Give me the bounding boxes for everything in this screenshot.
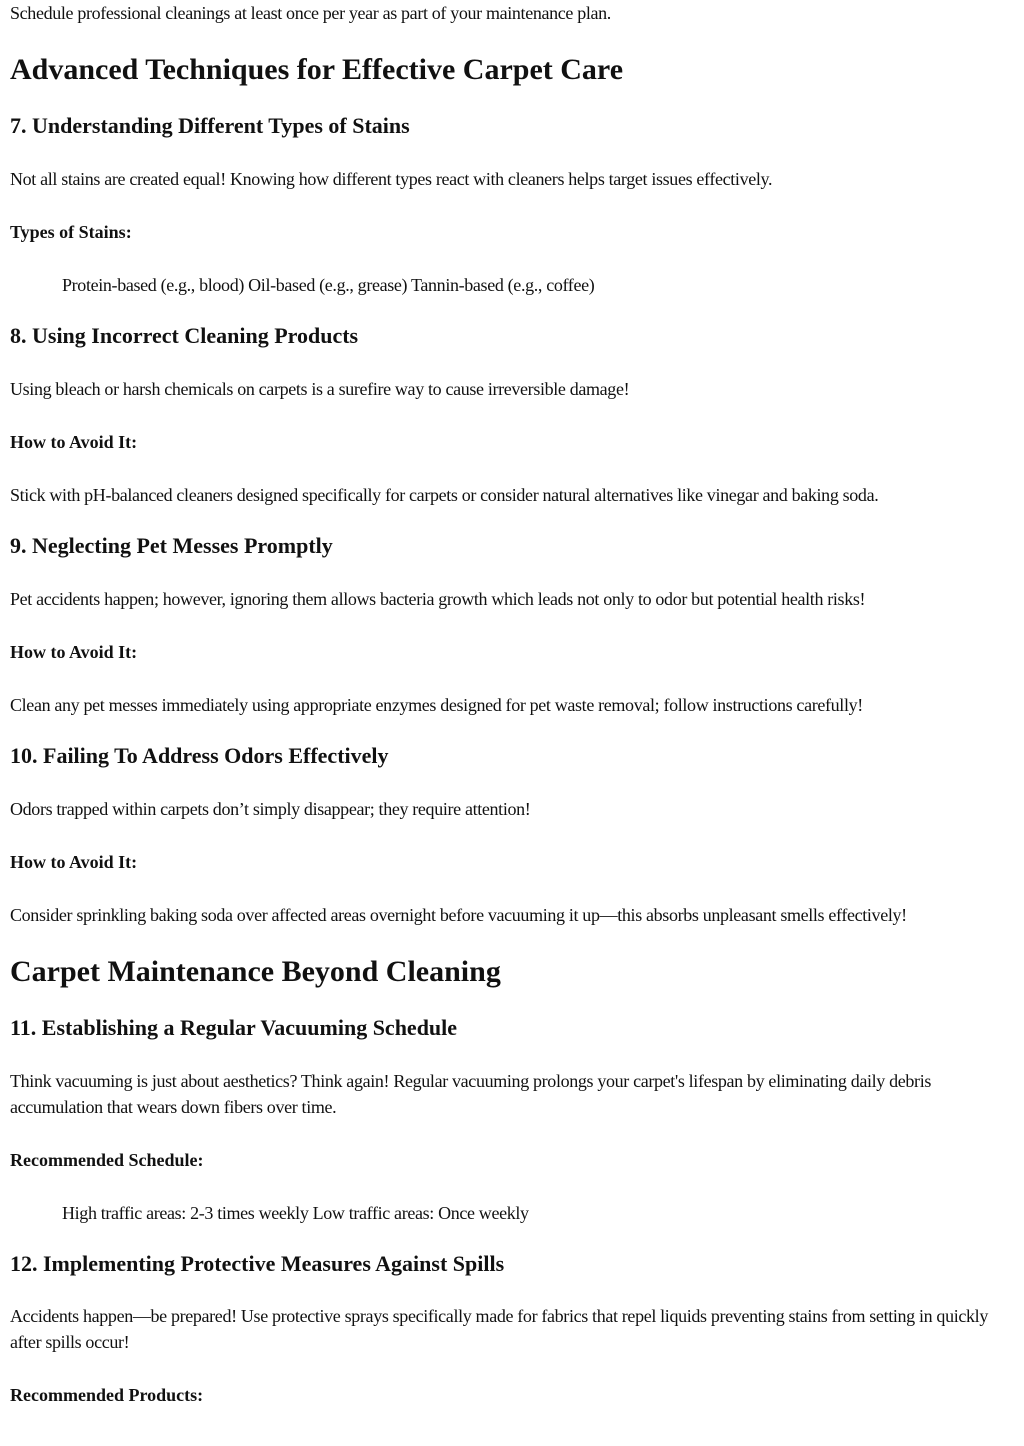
- label-how-to-avoid-8: How to Avoid It:: [10, 432, 138, 452]
- label-recommended-products: Recommended Products:: [10, 1385, 204, 1405]
- list-types-of-stains: Protein-based (e.g., blood) Oil-based (e.g., grease) Tannin-based (e.g., coffee): [62, 275, 595, 295]
- heading-item-11: 11. Establishing a Regular Vacuuming Schedule: [10, 1015, 458, 1040]
- heading-item-12: 12. Implementing Protective Measures Against Spills: [10, 1251, 505, 1276]
- paragraph-item-9: Pet accidents happen; however, ignoring them allows bacteria growth which leads not only to odor but potential health risks!: [10, 589, 866, 609]
- heading-item-9: 9. Neglecting Pet Messes Promptly: [10, 533, 333, 558]
- label-types-of-stains: Types of Stains:: [10, 222, 132, 242]
- label-how-to-avoid-9: How to Avoid It:: [10, 642, 138, 662]
- paragraph-item-7: Not all stains are created equal! Knowing how different types react with cleaners helps target issues effectively.: [10, 169, 773, 189]
- paragraph-item-8: Using bleach or harsh chemicals on carpets is a surefire way to cause irreversible damage!: [10, 379, 630, 399]
- advice-item-10: Consider sprinkling baking soda over affected areas overnight before vacuuming it up—this absorbs unpleasant smells effectively!: [10, 905, 907, 925]
- section-title-advanced: Advanced Techniques for Effective Carpet Care: [10, 53, 624, 86]
- advice-item-9: Clean any pet messes immediately using appropriate enzymes designed for pet waste removal; follow instructions carefully!: [10, 695, 863, 715]
- label-recommended-schedule: Recommended Schedule:: [10, 1150, 204, 1170]
- paragraph-item-12: Accidents happen—be prepared! Use protective sprays specifically made for fabrics that repel liquids preventing stains from setting in quickly after spills occur!: [10, 1306, 988, 1352]
- paragraph-item-10: Odors trapped within carpets don’t simply disappear; they require attention!: [10, 799, 531, 819]
- heading-item-8: 8. Using Incorrect Cleaning Products: [10, 323, 359, 348]
- intro-paragraph: Schedule professional cleanings at least once per year as part of your maintenance plan.: [10, 3, 611, 23]
- paragraph-item-11: Think vacuuming is just about aesthetics? Think again! Regular vacuuming prolongs your carpet's lifespan by eliminating daily debris accumulation that wears down fibers over time.: [10, 1071, 931, 1117]
- section-title-maintenance: Carpet Maintenance Beyond Cleaning: [10, 955, 501, 988]
- list-recommended-schedule: High traffic areas: 2-3 times weekly Low traffic areas: Once weekly: [62, 1203, 529, 1223]
- label-how-to-avoid-10: How to Avoid It:: [10, 852, 138, 872]
- heading-item-10: 10. Failing To Address Odors Effectively: [10, 743, 389, 768]
- heading-item-7: 7. Understanding Different Types of Stains: [10, 113, 410, 138]
- advice-item-8: Stick with pH-balanced cleaners designed specifically for carpets or consider natural alternatives like vinegar and baking soda.: [10, 485, 879, 505]
